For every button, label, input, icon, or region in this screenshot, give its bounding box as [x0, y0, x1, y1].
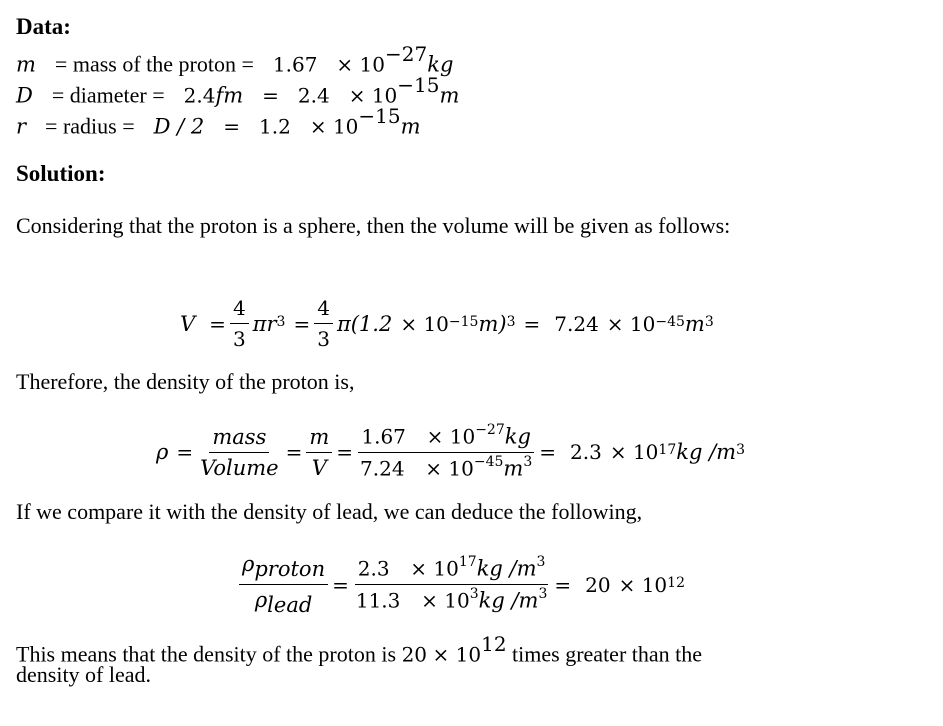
volume-eq3: =: [523, 311, 541, 336]
density-frac-1: [197, 425, 281, 480]
volume-frac-1: [230, 296, 249, 351]
ratio-den-val: 11.3: [355, 588, 401, 613]
conclusion-part1: This means that the density of the proton is: [16, 641, 397, 667]
solution-heading: Solution:: [16, 161, 106, 186]
ratio-rho-proton: ρ: [242, 552, 255, 576]
density-result-exp: 17: [658, 442, 677, 459]
volume-result-times: × 10: [606, 311, 656, 336]
radius-line: [16, 104, 421, 139]
paragraph-volume-intro: Considering that the proton is a sphere, then the volume will be given as follows:: [16, 213, 731, 238]
volume-lhs: V: [180, 311, 196, 336]
volume-m-close: m): [478, 311, 507, 336]
density-result-times: × 10: [609, 440, 659, 465]
density-frac-2-num: m: [306, 425, 332, 453]
mass-label: = mass of the proton =: [54, 51, 254, 77]
diameter-label: = diameter =: [51, 82, 165, 108]
diameter-fm-value: 2.4: [183, 83, 216, 108]
ratio-frac-rho-num: [239, 552, 328, 585]
conclusion-exp: 12: [481, 632, 507, 656]
volume-frac-2: [314, 296, 333, 351]
volume-pi-paren: π(1.2: [336, 311, 393, 336]
density-equation: [156, 424, 745, 480]
volume-r-cube: 3: [276, 313, 286, 330]
diameter-symbol: D: [16, 83, 33, 108]
density-frac-1-num: mass: [209, 425, 269, 453]
density-result: 2.3: [570, 440, 602, 465]
density-frac-1-den: Volume: [200, 455, 279, 480]
radius-value: 1.2: [259, 114, 291, 139]
volume-result-unit: m: [684, 311, 705, 336]
density-frac-2: [306, 425, 332, 480]
ratio-eq1: =: [332, 572, 349, 597]
volume-frac-2-num: 4: [314, 296, 333, 324]
density-frac-2-den: V: [311, 455, 327, 480]
density-frac-3-num-val: 1.67: [361, 424, 406, 449]
density-frac-3-num-times: × 10: [426, 424, 476, 449]
density-eq1: =: [176, 440, 194, 465]
volume-pi-r: πr: [252, 311, 277, 336]
density-eq3: =: [336, 440, 354, 465]
mass-exp: −27: [385, 42, 428, 66]
volume-frac-1-den: 3: [232, 327, 246, 351]
mass-times: × 10: [336, 52, 385, 77]
density-lhs: ρ: [156, 440, 169, 465]
volume-result-exp: −45: [655, 313, 685, 330]
density-eq4: =: [539, 440, 557, 465]
volume-frac-2-den: 3: [317, 327, 330, 351]
radius-times: × 10: [309, 114, 359, 139]
data-heading: Data:: [16, 14, 71, 39]
ratio-frac-values: [353, 556, 551, 612]
volume-times: × 10: [400, 311, 449, 336]
conclusion-value: 20: [401, 642, 428, 667]
volume-result: 7.24: [554, 311, 599, 336]
ratio-frac-rho-den: [252, 585, 315, 617]
diameter-eq: =: [262, 83, 279, 108]
radius-exp: −15: [358, 104, 401, 128]
diameter-unit: m: [439, 83, 460, 108]
density-frac-3-den-unit: m: [503, 456, 524, 481]
volume-eq1: =: [209, 311, 226, 336]
density-frac-3: [357, 424, 535, 480]
density-frac-3-num: [358, 424, 534, 453]
conclusion-times: × 10: [432, 642, 482, 667]
density-frac-3-den-exp: −45: [473, 453, 504, 470]
ratio-sub-proton: proton: [254, 557, 326, 581]
volume-eq2: =: [293, 311, 311, 336]
mass-value: 1.67: [272, 52, 318, 77]
ratio-num-times: × 10: [410, 557, 459, 581]
ratio-sub-lead: lead: [267, 593, 313, 617]
ratio-result-times: × 10: [618, 572, 668, 597]
ratio-num-unit: kg /m: [476, 557, 537, 581]
radius-label: = radius =: [45, 113, 135, 139]
density-eq2: =: [285, 440, 303, 465]
density-frac-3-den-val: 7.24: [360, 456, 405, 481]
ratio-equation: [235, 552, 685, 617]
ratio-result-exp: 12: [667, 574, 685, 591]
conclusion-line-1: [16, 632, 703, 667]
ratio-eq2: =: [554, 572, 572, 597]
ratio-den-exp: 3: [469, 586, 479, 602]
paragraph-density-intro: Therefore, the density of the proton is,: [16, 369, 355, 394]
diameter-exp: −15: [397, 73, 440, 97]
ratio-den-times: × 10: [421, 588, 470, 613]
density-result-cube: 3: [736, 442, 746, 459]
ratio-num-val: 2.3: [357, 557, 390, 581]
radius-symbol: r: [16, 114, 27, 139]
paragraph-compare-lead: If we compare it with the density of lead, we can deduce the following,: [16, 499, 643, 524]
volume-result-cube: 3: [704, 313, 714, 330]
ratio-frac-values-num: [355, 556, 549, 585]
density-frac-3-num-exp: −27: [475, 422, 505, 438]
diameter-value: 2.4: [297, 83, 330, 108]
mass-unit: kg: [427, 52, 454, 77]
density-frac-3-num-unit: kg: [504, 424, 531, 449]
density-frac-3-den-times: × 10: [425, 456, 474, 481]
volume-frac-1-num: 4: [230, 296, 249, 324]
diameter-line: [16, 73, 460, 108]
diameter-times: × 10: [348, 83, 398, 108]
volume-exp: −15: [448, 313, 479, 330]
radius-expr: D / 2: [153, 114, 205, 139]
volume-equation: [180, 296, 714, 351]
ratio-den-unit: kg /m: [478, 588, 539, 613]
density-frac-3-den-cube: 3: [523, 453, 533, 470]
ratio-frac-rho: [239, 552, 328, 617]
density-frac-3-den: [357, 453, 535, 481]
conclusion-part2: times greater than the: [512, 641, 703, 667]
ratio-rho-lead: ρ: [254, 588, 268, 612]
ratio-frac-values-den: [353, 585, 551, 613]
mass-symbol: m: [16, 52, 36, 77]
radius-unit: m: [400, 114, 421, 139]
ratio-den-cube: 3: [538, 586, 548, 602]
diameter-fm-unit: fm: [215, 83, 244, 108]
volume-cube2: 3: [506, 313, 516, 330]
ratio-result: 20: [585, 572, 611, 597]
density-result-unit: kg /m: [676, 440, 737, 465]
mass-line: [16, 42, 454, 77]
conclusion-line-2: density of lead.: [16, 662, 152, 687]
radius-eq: =: [223, 114, 241, 139]
ratio-num-cube: 3: [536, 554, 546, 571]
ratio-num-exp: 17: [458, 554, 477, 571]
